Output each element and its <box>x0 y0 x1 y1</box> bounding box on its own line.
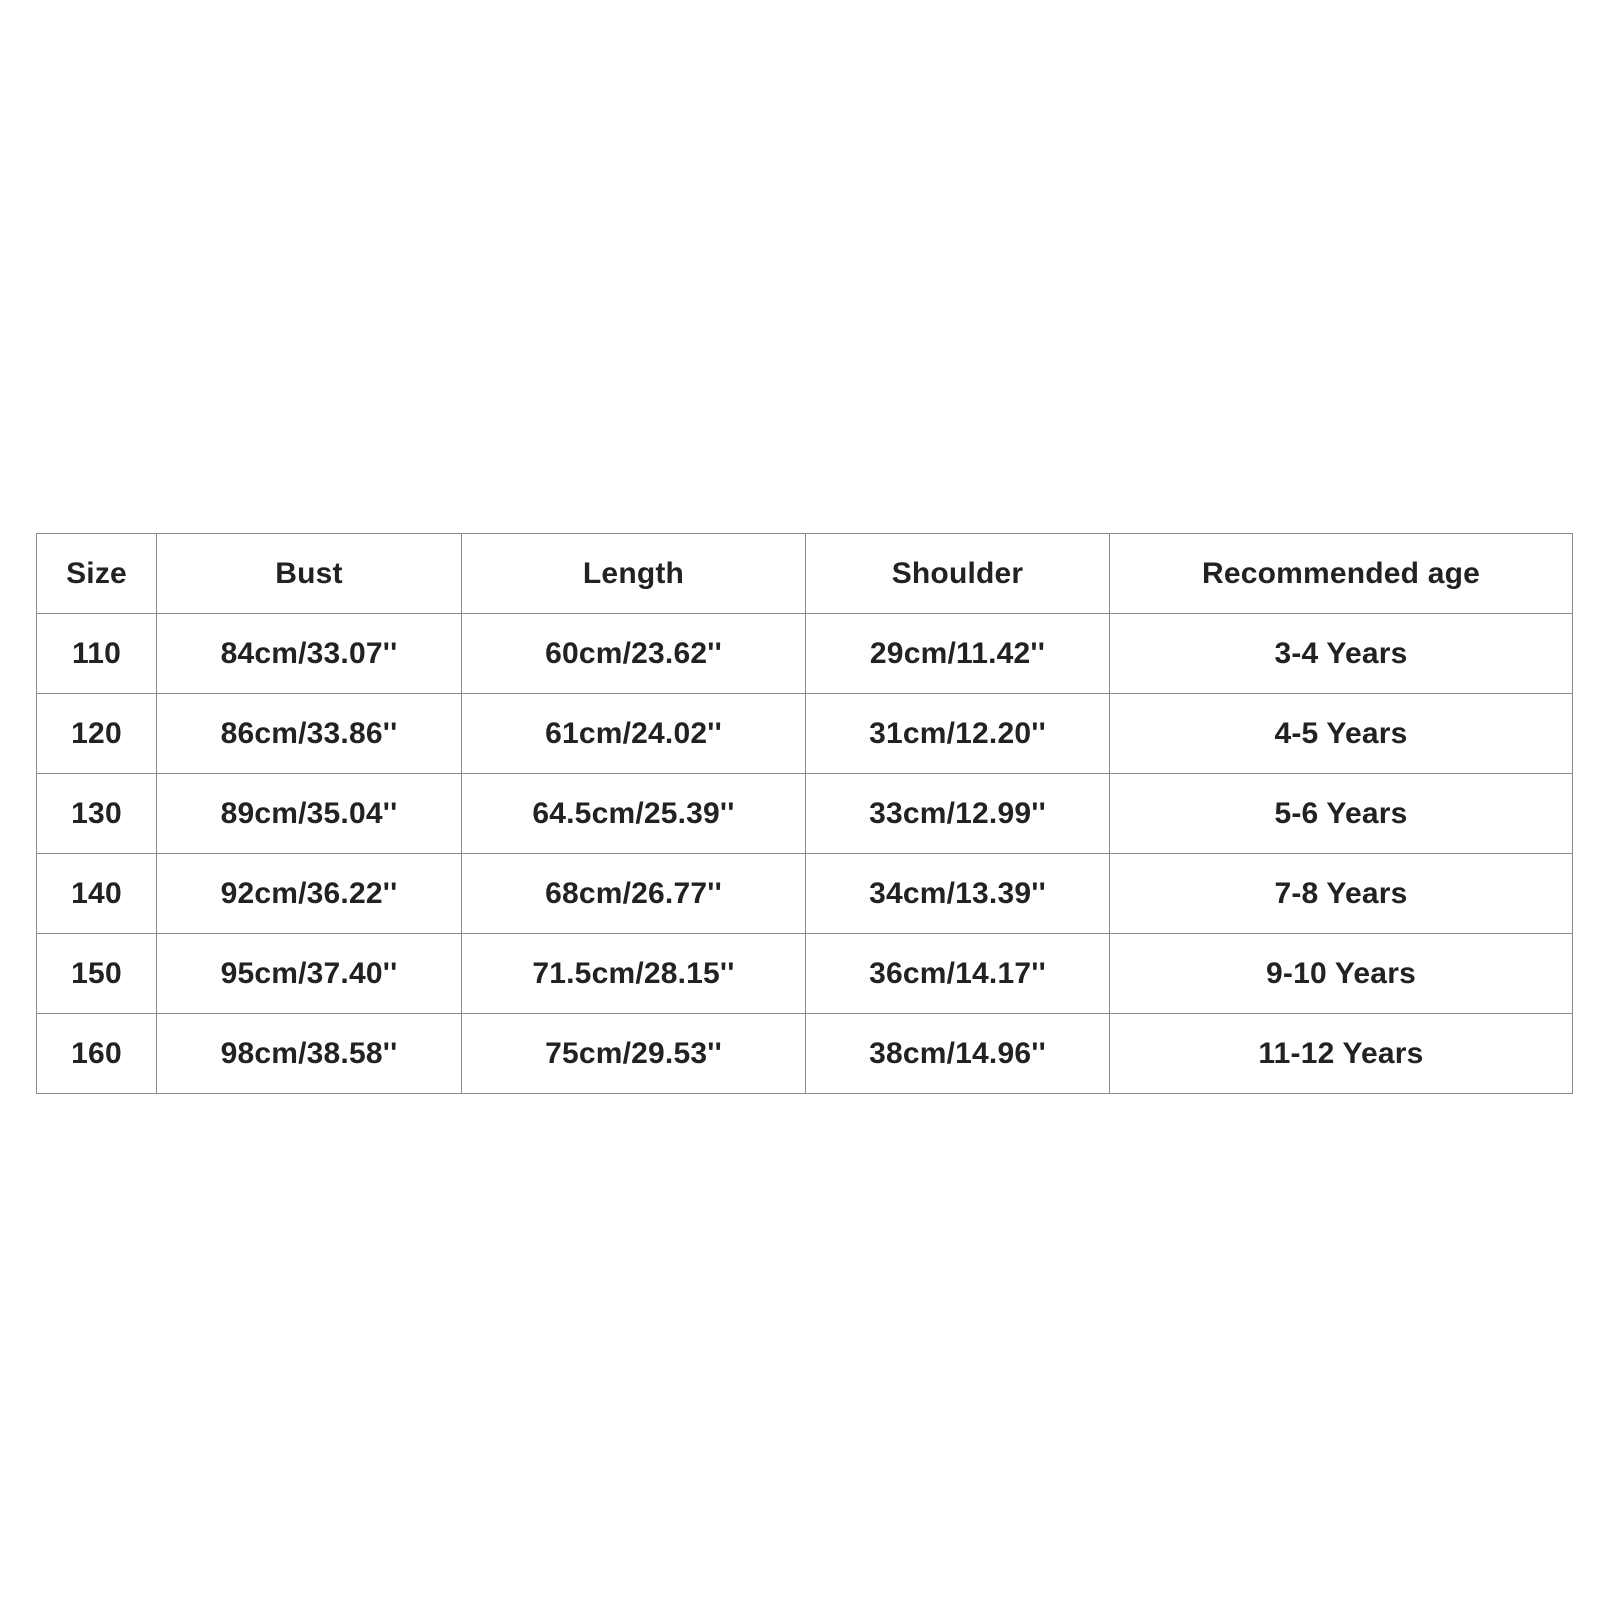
cell-length: 71.5cm/28.15'' <box>462 934 806 1014</box>
cell-length: 61cm/24.02'' <box>462 694 806 774</box>
header-shoulder: Shoulder <box>806 534 1110 614</box>
header-size: Size <box>37 534 157 614</box>
cell-bust: 84cm/33.07'' <box>157 614 462 694</box>
cell-recommended-age: 9-10 Years <box>1110 934 1573 1014</box>
cell-shoulder: 34cm/13.39'' <box>806 854 1110 934</box>
table-row <box>37 934 1573 1014</box>
size-chart-table <box>36 533 1573 1094</box>
cell-shoulder: 33cm/12.99'' <box>806 774 1110 854</box>
cell-shoulder: 38cm/14.96'' <box>806 1014 1110 1094</box>
cell-recommended-age: 4-5 Years <box>1110 694 1573 774</box>
cell-size: 160 <box>37 1014 157 1094</box>
cell-recommended-age: 11-12 Years <box>1110 1014 1573 1094</box>
table-header-row <box>37 534 1573 614</box>
header-bust: Bust <box>157 534 462 614</box>
table-row <box>37 774 1573 854</box>
cell-shoulder: 36cm/14.17'' <box>806 934 1110 1014</box>
cell-length: 60cm/23.62'' <box>462 614 806 694</box>
cell-shoulder: 29cm/11.42'' <box>806 614 1110 694</box>
table-row <box>37 1014 1573 1094</box>
cell-recommended-age: 3-4 Years <box>1110 614 1573 694</box>
cell-recommended-age: 5-6 Years <box>1110 774 1573 854</box>
cell-bust: 98cm/38.58'' <box>157 1014 462 1094</box>
cell-bust: 95cm/37.40'' <box>157 934 462 1014</box>
table-row <box>37 694 1573 774</box>
cell-size: 120 <box>37 694 157 774</box>
cell-length: 68cm/26.77'' <box>462 854 806 934</box>
cell-bust: 86cm/33.86'' <box>157 694 462 774</box>
cell-size: 130 <box>37 774 157 854</box>
table-row <box>37 614 1573 694</box>
cell-bust: 89cm/35.04'' <box>157 774 462 854</box>
cell-recommended-age: 7-8 Years <box>1110 854 1573 934</box>
table-row <box>37 854 1573 934</box>
cell-size: 140 <box>37 854 157 934</box>
cell-shoulder: 31cm/12.20'' <box>806 694 1110 774</box>
cell-size: 110 <box>37 614 157 694</box>
cell-bust: 92cm/36.22'' <box>157 854 462 934</box>
cell-length: 64.5cm/25.39'' <box>462 774 806 854</box>
cell-size: 150 <box>37 934 157 1014</box>
header-recommended-age: Recommended age <box>1110 534 1573 614</box>
cell-length: 75cm/29.53'' <box>462 1014 806 1094</box>
header-length: Length <box>462 534 806 614</box>
